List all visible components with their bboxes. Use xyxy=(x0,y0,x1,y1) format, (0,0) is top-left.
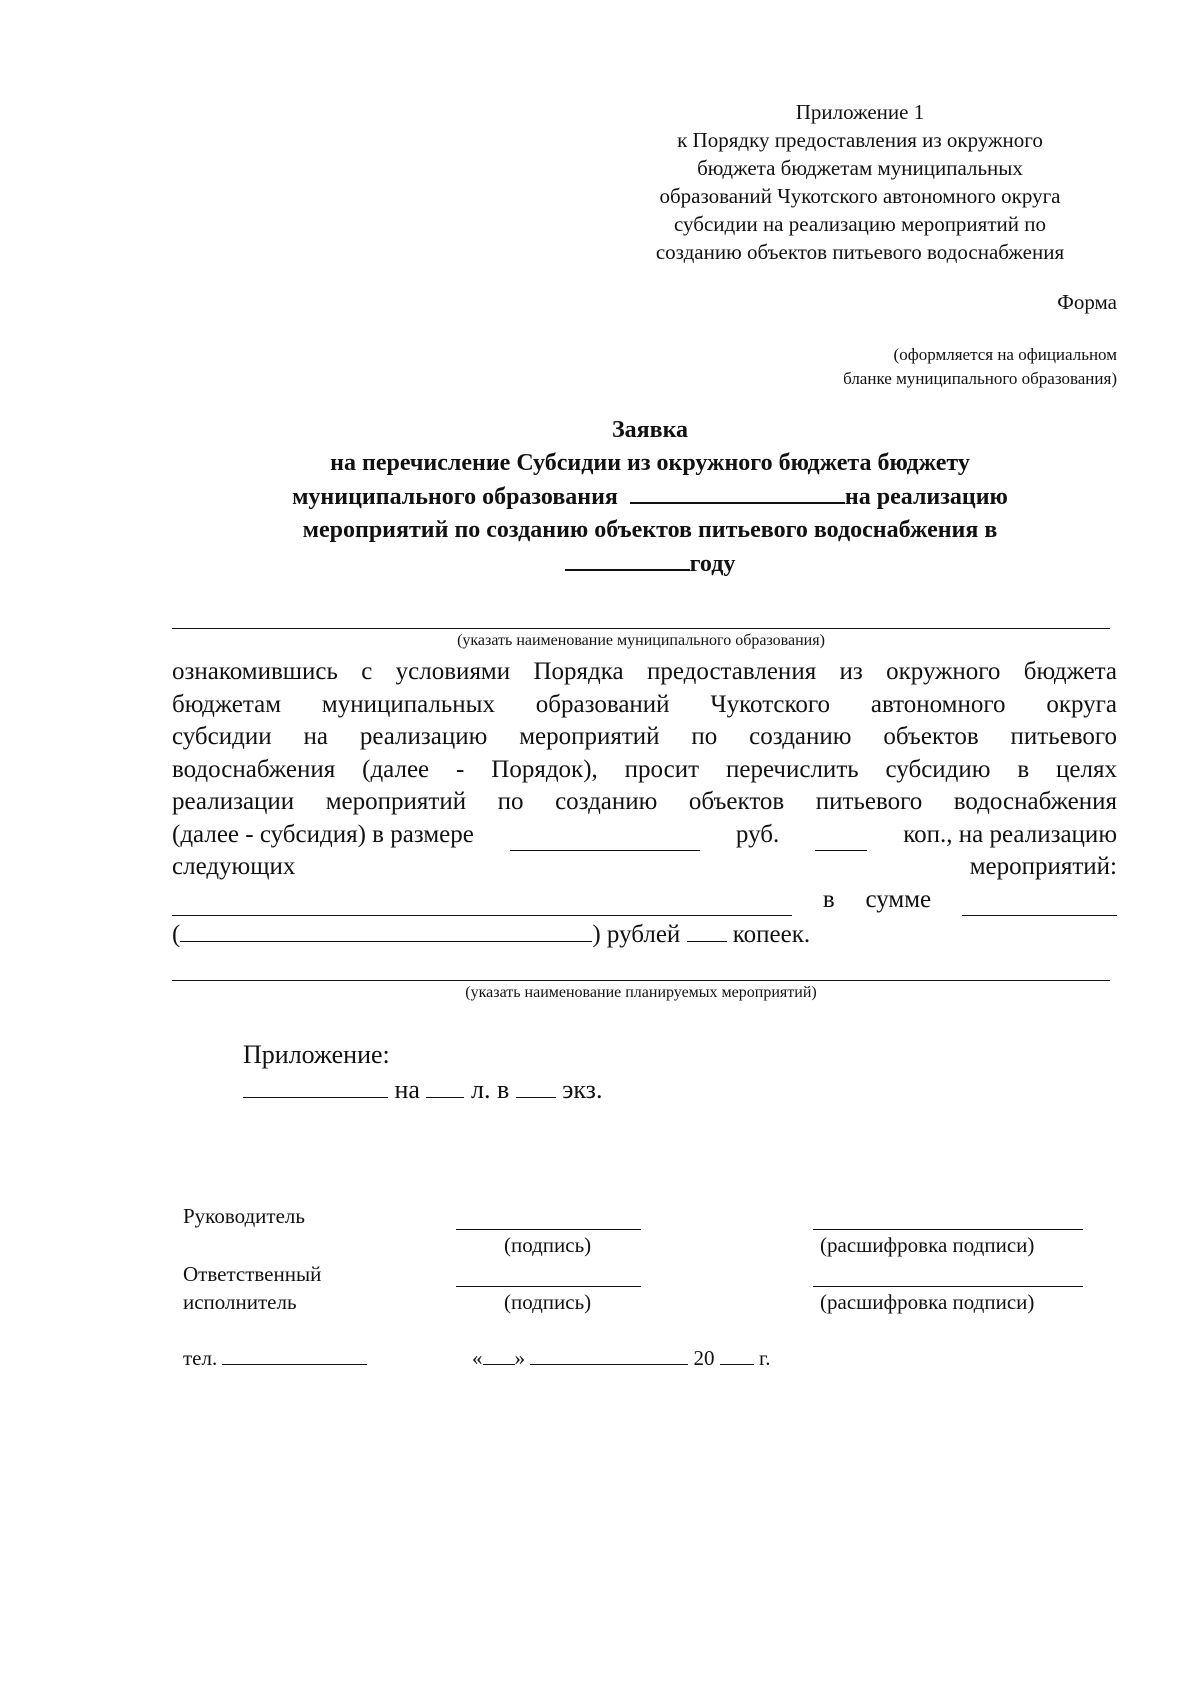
quote-close: » xyxy=(514,1346,525,1370)
title-text: муниципального образования xyxy=(292,484,618,510)
sum-blank[interactable] xyxy=(962,890,1117,916)
phone-blank[interactable] xyxy=(222,1344,367,1365)
amount-kopecks-blank[interactable] xyxy=(815,825,867,851)
attachment-line xyxy=(243,1072,602,1107)
title-line: на перечисление Субсидии из окружного бюджета бюджету xyxy=(330,450,970,476)
amount-rubles-blank[interactable] xyxy=(510,825,700,851)
attachment-label: Приложение: xyxy=(243,1040,390,1069)
executor-label: Ответственный xyxy=(183,1262,322,1286)
body-text: копеек. xyxy=(732,921,811,948)
appendix-line: созданию объектов питьевого водоснабжения xyxy=(655,240,1065,264)
body-text: ( xyxy=(172,921,181,948)
decoding-caption: (расшифровка подписи) xyxy=(820,1290,1035,1314)
activities-name-line[interactable] xyxy=(172,980,1110,981)
copies-blank[interactable] xyxy=(516,1072,556,1098)
year-prefix: 20 xyxy=(693,1346,715,1370)
sum-in-words-blank[interactable] xyxy=(180,916,592,942)
decoding-caption: (расшифровка подписи) xyxy=(820,1233,1035,1257)
form-label: Форма xyxy=(1057,290,1117,314)
title-line xyxy=(200,480,1100,514)
note-line: бланке муниципального образования) xyxy=(843,369,1117,388)
municipality-blank[interactable] xyxy=(630,480,845,504)
appendix-header xyxy=(620,98,1100,266)
head-decoding-line[interactable] xyxy=(813,1229,1083,1230)
body-text: следующих xyxy=(172,853,296,880)
body-line xyxy=(172,884,1117,917)
body-text: сумме xyxy=(865,885,932,913)
body-line xyxy=(172,916,1117,949)
day-blank[interactable] xyxy=(483,1344,515,1365)
letterhead-note xyxy=(843,343,1117,391)
body-text: (далее - субсидия) в размере xyxy=(172,820,474,848)
executor-decoding-line[interactable] xyxy=(813,1286,1083,1287)
head-label: Руководитель xyxy=(183,1204,305,1228)
signature-caption: (подпись) xyxy=(504,1233,592,1257)
appendix-line: субсидии на реализацию мероприятий по xyxy=(674,212,1046,236)
appendix-line: Приложение 1 xyxy=(795,100,925,124)
year-digits-blank[interactable] xyxy=(720,1344,754,1365)
body-line: ознакомившись с условиями Порядка предоставления из окружного бюджета xyxy=(172,658,1117,685)
month-blank[interactable] xyxy=(530,1344,688,1365)
activities-blank[interactable] xyxy=(172,890,792,916)
body-line: бюджетам муниципальных образований Чукотского автономного округа xyxy=(172,690,1117,718)
year-suffix: г. xyxy=(759,1346,771,1370)
phone-row xyxy=(183,1344,367,1371)
date-row xyxy=(472,1344,771,1371)
body-line xyxy=(172,819,1117,852)
quote-open: « xyxy=(472,1346,483,1370)
note-line: (оформляется на официальном xyxy=(893,345,1117,364)
body-line: субсидии на реализацию мероприятий по созданию объектов питьевого xyxy=(172,723,1117,750)
attachment-text: экз. xyxy=(562,1075,603,1104)
phone-label: тел. xyxy=(183,1346,218,1370)
activities-caption: (указать наименование планируемых мероприятий) xyxy=(465,984,817,1001)
title-text: году xyxy=(689,551,736,577)
executor-label: исполнитель xyxy=(183,1290,297,1314)
title-line: мероприятий по созданию объектов питьевого водоснабжения в xyxy=(302,517,998,543)
attachment-block xyxy=(243,1038,602,1107)
head-signature-line[interactable] xyxy=(456,1229,641,1230)
body-text: руб. xyxy=(735,820,780,848)
title-line xyxy=(200,547,1100,581)
document-title xyxy=(200,414,1100,581)
appendix-line: к Порядку предоставления из окружного xyxy=(677,128,1043,152)
executor-signature-line[interactable] xyxy=(456,1286,641,1287)
body-text: в xyxy=(822,885,835,913)
body-text: коп., на реализацию xyxy=(903,820,1117,848)
appendix-line: образований Чукотского автономного округа xyxy=(659,184,1061,208)
attachment-text: л. в xyxy=(470,1075,510,1104)
title-line: Заявка xyxy=(611,417,689,443)
attachment-text: на xyxy=(394,1075,420,1104)
title-text: на реализацию xyxy=(844,484,1008,510)
year-blank[interactable] xyxy=(565,547,690,571)
attachment-name-blank[interactable] xyxy=(243,1072,388,1098)
request-body xyxy=(172,656,1117,949)
body-line: реализации мероприятий по созданию объектов питьевого водоснабжения xyxy=(172,788,1117,815)
signature-caption: (подпись) xyxy=(504,1290,592,1314)
body-line: водоснабжения (далее - Порядок), просит перечислить субсидию в целях xyxy=(172,755,1117,783)
municipality-caption: (указать наименование муниципального образования) xyxy=(457,632,825,649)
kopecks-blank[interactable] xyxy=(687,916,727,942)
sheets-blank[interactable] xyxy=(426,1072,464,1098)
body-text: мероприятий: xyxy=(969,853,1117,880)
appendix-line: бюджета бюджетам муниципальных xyxy=(697,156,1023,180)
body-line xyxy=(172,851,1117,884)
body-text: ) рублей xyxy=(592,921,681,948)
municipality-name-line[interactable] xyxy=(172,628,1110,629)
